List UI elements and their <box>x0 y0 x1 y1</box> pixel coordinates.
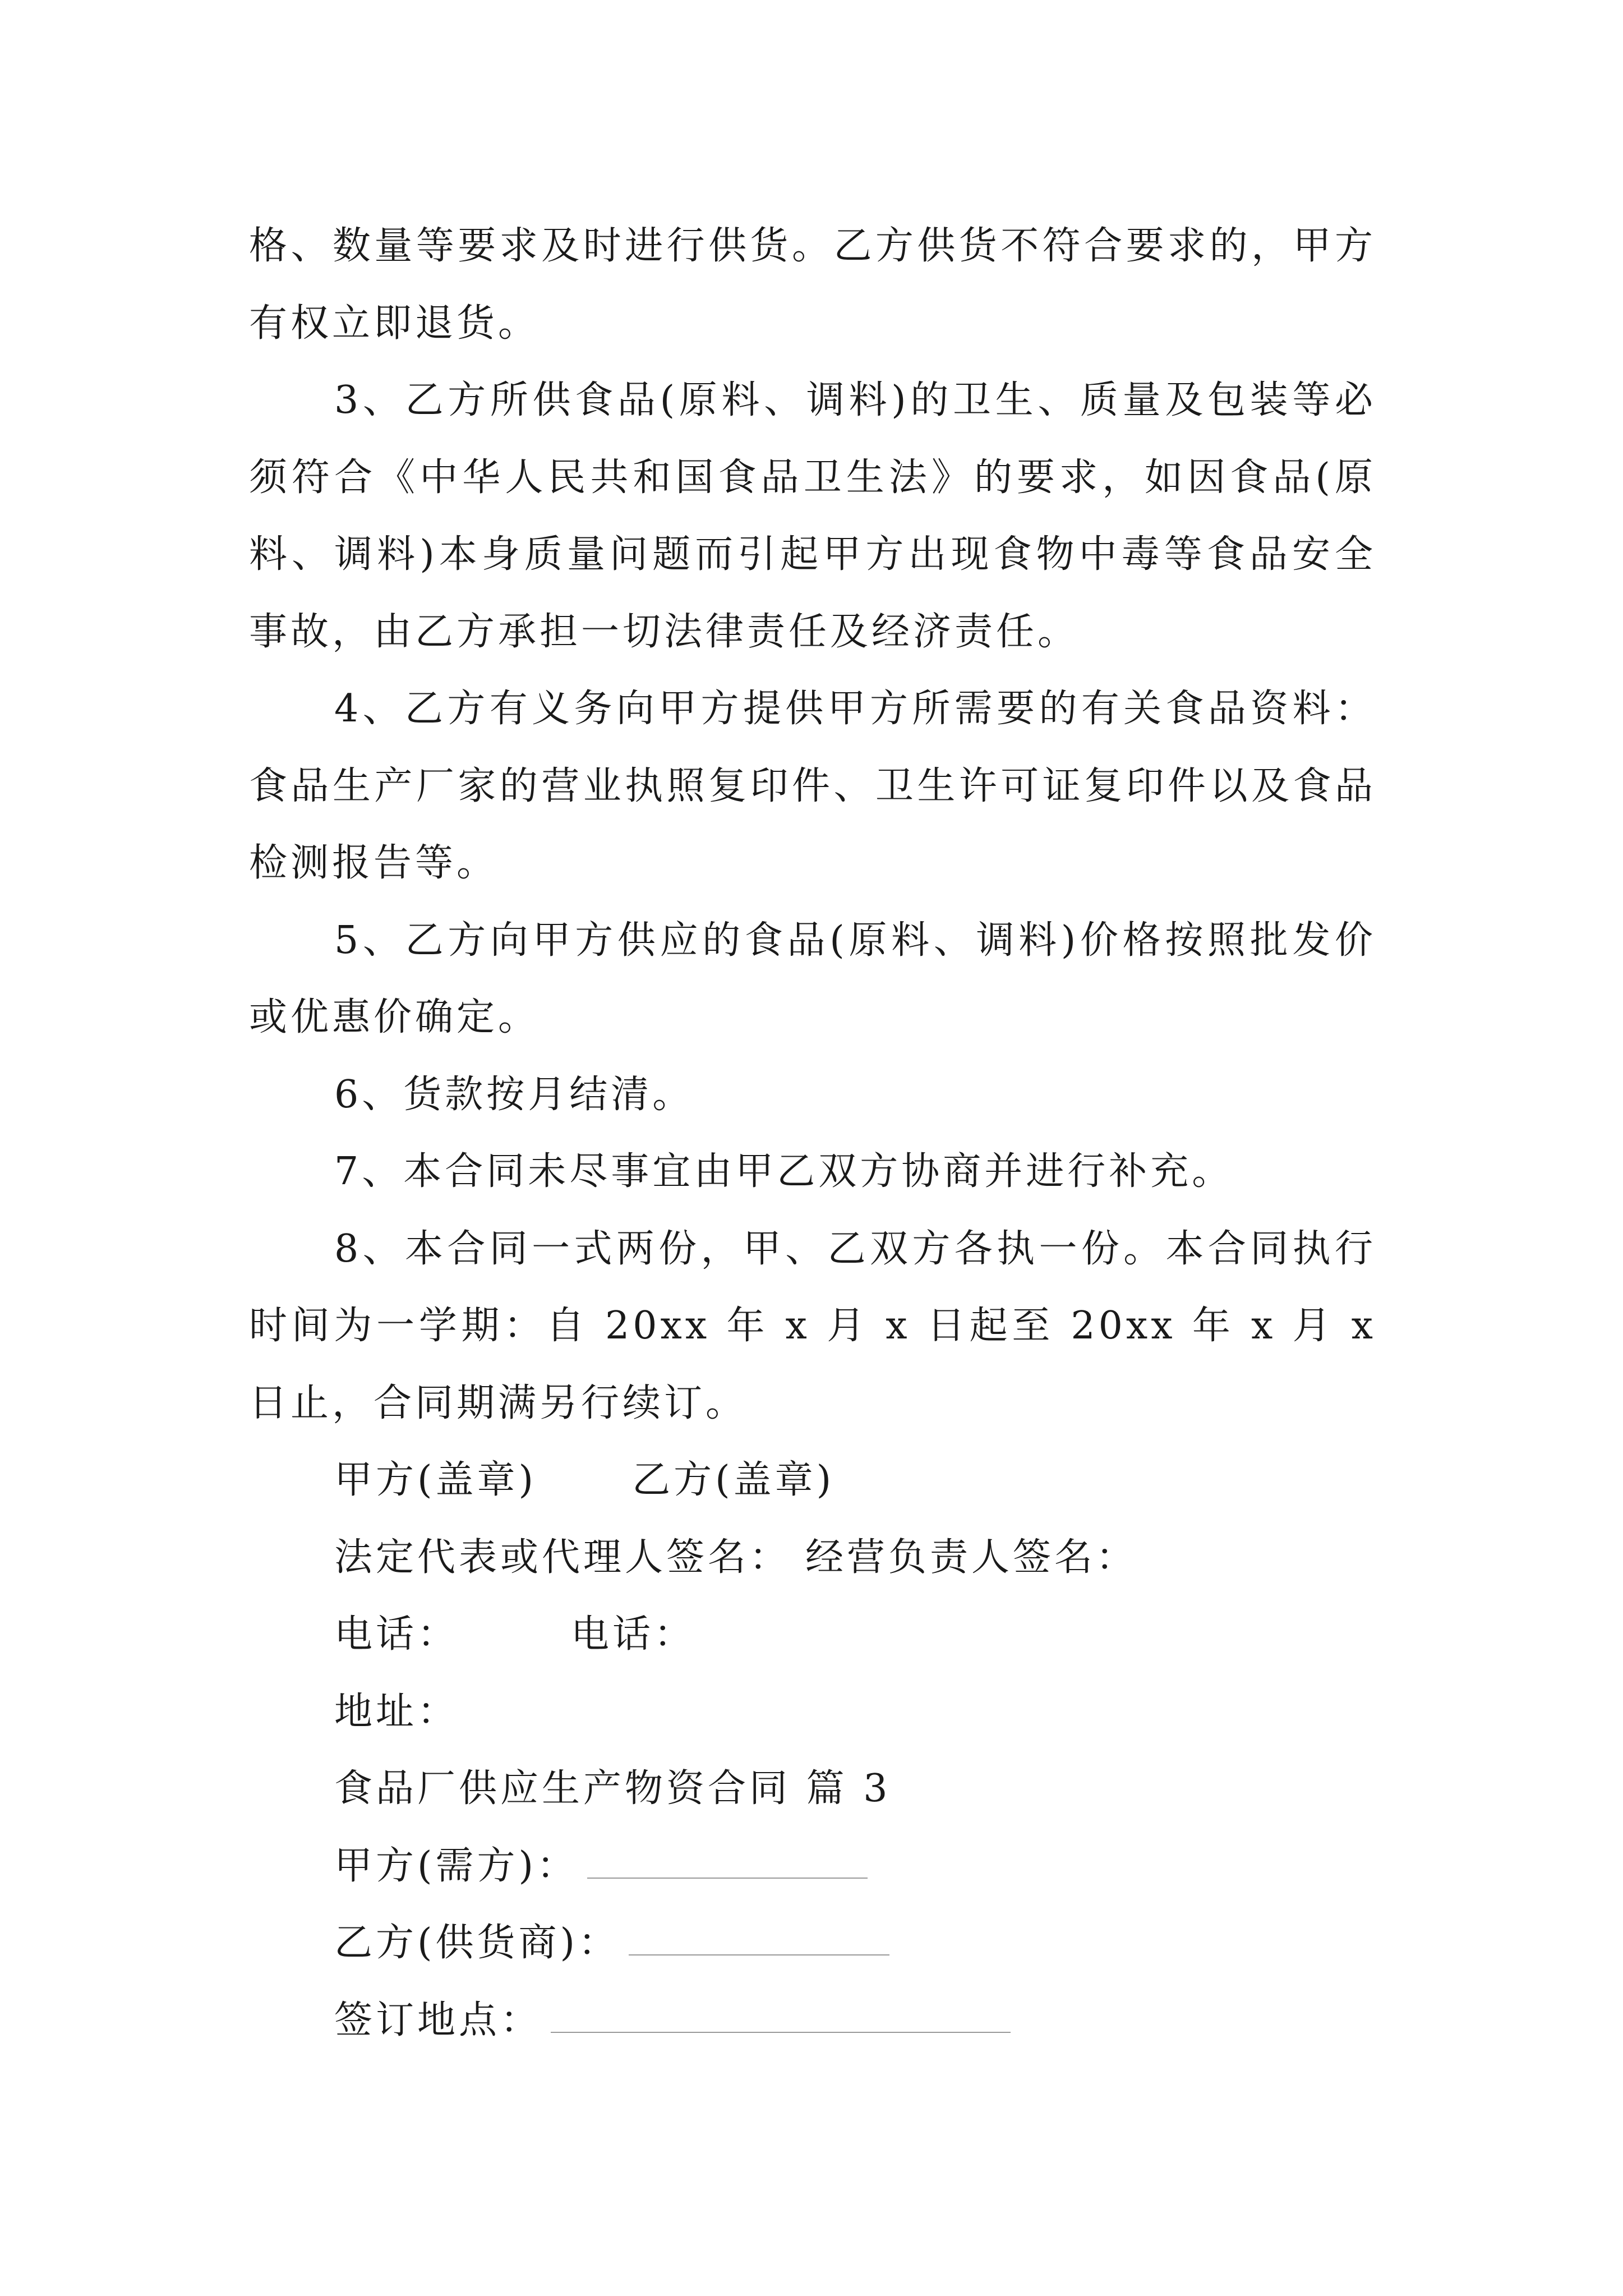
section-title-line <box>249 1750 1376 1828</box>
clause-4: 4、乙方有义务向甲方提供甲方所需要的有关食品资料：食品生产厂家的营业执照复印件、卫生许可证复印件以及食品检测报告等。 <box>249 687 1376 885</box>
phone-a-label: 电话： <box>334 1612 459 1657</box>
party-b-blank[interactable] <box>629 1932 889 1955</box>
clause-continuation: 格、数量等要求及时进行供货。乙方供货不符合要求的，甲方有权立即退货。 <box>249 224 1376 346</box>
party-b-label: 乙方(供货商)： <box>334 1921 620 1965</box>
section-title: 食品厂供应生产物资合同 篇 3 <box>334 1766 891 1811</box>
party-a-seal: 甲方(盖章) <box>334 1458 537 1502</box>
address-label: 地址： <box>334 1689 459 1734</box>
sign-place-label: 签订地点： <box>334 1998 542 2042</box>
clause-3: 3、乙方所供食品(原料、调料)的卫生、质量及包装等必须符合《中华人民共和国食品卫生法》的要求，如因食品(原料、调料)本身质量问题而引起甲方出现食物中毒等食品安全事故，由乙方承担一切法律责任及经济责任。 <box>249 378 1376 654</box>
party-a-line <box>249 1828 1376 1905</box>
legal-rep-sign-label: 法定代表或代理人签名： <box>334 1535 791 1580</box>
party-a-blank[interactable] <box>587 1855 868 1879</box>
clause-8: 8、本合同一式两份，甲、乙双方各执一份。本合同执行时间为一学期：自 20xx 年 x 月 x 日起至 20xx 年 x 月 x 日止，合同期满另行续订。 <box>249 1226 1376 1425</box>
party-b-line <box>249 1904 1376 1982</box>
clause-7: 7、本合同未尽事宜由甲乙双方协商并进行补充。 <box>334 1149 1234 1194</box>
clause-5: 5、乙方向甲方供应的食品(原料、调料)价格按照批发价或优惠价确定。 <box>249 918 1376 1039</box>
clause-6: 6、货款按月结清。 <box>334 1072 694 1117</box>
address-line <box>249 1673 1376 1751</box>
sign-line <box>249 1519 1376 1596</box>
sign-place-line <box>249 1982 1376 2059</box>
sign-place-blank[interactable] <box>551 2009 1011 2033</box>
party-a-label: 甲方(需方)： <box>334 1843 579 1888</box>
manager-sign-label: 经营负责人签名： <box>805 1535 1138 1580</box>
phone-line <box>249 1596 1376 1673</box>
seal-line <box>249 1442 1376 1519</box>
contract-body <box>249 208 1376 2059</box>
phone-b-label: 电话： <box>571 1612 696 1657</box>
party-b-seal: 乙方(盖章) <box>632 1458 835 1502</box>
